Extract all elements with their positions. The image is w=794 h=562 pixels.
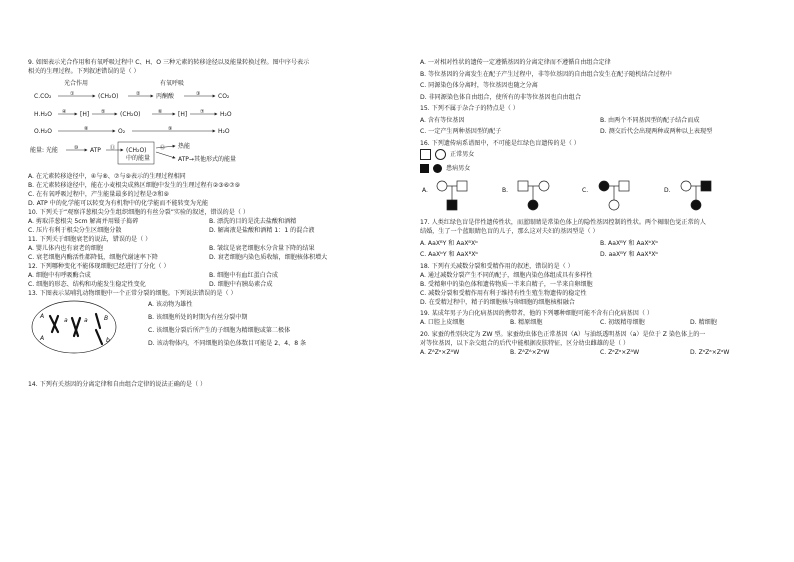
q11-option-b: B. 皱纹是衰老细胞水分含量下降的结果 (209, 245, 315, 252)
chromosome-5 (96, 314, 100, 328)
q12-option-d: D. 细胞中有胰岛素合成 (209, 281, 273, 288)
q14-option-a: A. 一对相对性状的遗传一定遵循基因的分离定律而不遵循自由组合定律 (420, 59, 611, 66)
q15-options-row1 (420, 116, 780, 125)
ped-c-child (609, 200, 619, 210)
q19-option-b: B. 精原细胞 (510, 319, 543, 326)
ped-b-father (518, 181, 528, 191)
q15-option-b: B. 由两个不同基因型的配子结合而成 (600, 116, 700, 124)
q13-option-d: D. 该动物体内，不同细胞的染色体数目可能是 2、4、8 条 (148, 340, 307, 347)
q13-block (28, 298, 390, 356)
question-18-stem: 18. 下列有关减数分裂和受精作用的叙述，错误的是（ ） (420, 262, 574, 270)
ped-a-mother (437, 181, 447, 191)
q14-option-d: D. 非同源染色体自由组合，使所有的非等位基因也自由组合 (420, 93, 581, 101)
q10-option-d: D. 解离液是盐酸和酒精 1：1 的混合液 (209, 227, 315, 234)
metabolism-diagram-svg (28, 76, 328, 172)
step-11: ⑪ (110, 145, 116, 151)
q13-option-b: B. 该细胞所处的时期为有丝分裂中期 (148, 314, 248, 321)
row4-start: 能量: 光能 (30, 147, 58, 154)
question-16-stem: 16. 下列遗传病系谱图中，不可能是红绿色盲遗传的是（ ） (420, 139, 580, 147)
q11-option-d: D. 衰老细胞内染色质收缩，细胞核体积增大 (209, 254, 328, 261)
q20-option-c: C. ZᵃZᵃ×ZᴬW (600, 348, 640, 356)
ped-d-child (691, 200, 701, 210)
q13-option-c: C. 该细胞分裂后所产生的子细胞为精细胞或第二极体 (148, 327, 291, 334)
q15-option-a: A. 含有等位基因 (420, 116, 465, 124)
row3-o2: O₂ (118, 128, 126, 135)
label-aerobic-respiration: 有氧呼吸 (160, 80, 185, 87)
label-photosynthesis: 光合作用 (64, 80, 89, 87)
arrow-12 (156, 146, 175, 148)
q11-options-row1 (28, 244, 390, 253)
q17-options-row2 (420, 250, 780, 259)
pedigree-label-b: B. (502, 186, 509, 194)
metabolism-diagram (28, 76, 390, 172)
q12-options-row1 (28, 271, 390, 280)
q17-option-c: C. AaXᵇY 和 AaXᴮXᵇ (420, 251, 479, 258)
affected-male-symbol (420, 164, 429, 173)
ped-d-father (701, 181, 711, 191)
step-12: ⑫ (160, 145, 166, 151)
pedigree-label-d: D. (664, 186, 671, 194)
q15-options-row2 (420, 127, 780, 136)
row3-h2o: H₂O (218, 128, 230, 135)
step-3: ③ (196, 91, 201, 97)
q9-option-a: A. 在元素转移途径中，④与⑧、⑦与⑨表示的生理过程相同 (28, 173, 186, 180)
q11-options-row2 (28, 253, 390, 262)
question-15-stem: 15. 下列不属于杂合子的特点是（ ） (420, 105, 519, 112)
q17-options-row1 (420, 239, 780, 248)
q17-option-a: A. AaXᴮY 和 AaXᴮXᵇ (420, 239, 478, 247)
q10-option-a: A. 剪取洋葱根尖 5cm 解离并用镊子捣碎 (28, 218, 139, 225)
allele-A1: A (40, 313, 45, 320)
legend-affected-label: 患病男女 (446, 165, 471, 172)
question-13-stem: 13. 下图表示某哺乳动物细胞中一个正常分裂的细胞。下列说法错误的是（ ） (28, 290, 237, 297)
left-column (28, 58, 390, 389)
q14-option-b: B. 等位基因的分离发生在配子产生过程中，非等位基因的自由组合发生在配子随机结合过程中 (420, 70, 672, 78)
allele-a1: a (64, 317, 68, 324)
q15-option-c: C. 一定产生两种基因型的配子 (420, 128, 502, 135)
row4-heat: 热能 (178, 143, 191, 150)
q19-option-c: C. 初级精母细胞 (600, 319, 645, 326)
ped-c-father (619, 181, 629, 191)
question-11-stem: 11. 下列关于细胞衰老的说法，错误的是（ ） (28, 236, 152, 243)
q10-option-b: B. 漂洗的目的是洗去盐酸和酒精 (209, 218, 297, 225)
step-8: ⑧ (84, 126, 89, 132)
row4-atp: ATP (90, 147, 101, 154)
q12-option-a: A. 细胞中有呼吸酶合成 (28, 272, 91, 279)
q15-option-d: D. 测交后代会出现两种或两种以上表现型 (600, 128, 713, 135)
allele-b: b (106, 337, 110, 344)
row2-start: H.H₂O (34, 111, 52, 118)
allele-B: B (104, 315, 109, 322)
question-17-stem-cont: 结婚，生了一个蓝眼睛色盲的儿子，那么这对夫妇的基因型是（ ） (420, 228, 599, 235)
question-17-stem: 17. 人类红绿色盲是伴性遗传性状，而蓝眼睛是常染色体上的隐性基因控制的性状。两个褐眼色觉正常的人 (420, 219, 706, 226)
question-14-stem: 14. 下列有关基因的分离定律和自由组合定律的说法正确的是（ ） (28, 381, 207, 388)
row3-start: O.H₂O (34, 128, 53, 135)
q19-options (420, 318, 780, 327)
q20-options (420, 348, 780, 357)
row2-h2o: H₂O (220, 111, 232, 118)
row2-h1: [H] (80, 111, 90, 118)
q10-options-row2 (28, 226, 390, 235)
arrow-atp (156, 152, 175, 158)
q18-option-c: C. 减数分裂和受精作用有利于维持有性生殖生物遗传的稳定性 (420, 289, 587, 297)
pedigree-label-c: C. (582, 186, 589, 194)
row1-ch2o: (CH₂O) (98, 93, 119, 100)
question-20-stem-cont: 对等位基因，以下杂交组合的后代中能根据皮肤特征，区分幼虫雌雄的是（ ） (420, 339, 630, 347)
question-9-stem-cont: 相关的生理过程。下列叙述错误的是（ ） (28, 68, 140, 75)
affected-female-symbol (433, 164, 442, 173)
q18-option-d: D. 在受精过程中，精子的细胞核与卵细胞的细胞核相融合 (420, 298, 575, 306)
legend-normal-label: 正常男女 (450, 151, 475, 158)
q13-option-a: A. 该动物为雄性 (148, 301, 193, 308)
ped-c-mother (599, 181, 609, 191)
step-10: ⑩ (74, 145, 79, 151)
pedigree-label-a: A. (422, 186, 428, 194)
q10-options-row1 (28, 217, 390, 226)
question-19-stem: 19. 某成年男子为白化病基因的携带者，他的下列哪种细胞可能不含有白化病基因（ ） (420, 310, 653, 317)
question-9-stem: 9. 如图表示光合作用和有氧呼吸过程中 C、H、O 三种元素的转移途径以及能量转换过程。图中序号表示 (28, 59, 310, 66)
step-6: ⑥ (158, 109, 163, 115)
step-2: ② (136, 91, 141, 97)
ped-a-father (457, 181, 467, 191)
pedigree-options (420, 176, 780, 216)
q14-option-c: C. 同源染色体分离时，等位基因也随之分离 (420, 82, 538, 89)
question-20-stem: 20. 家蚕的性别决定为 ZW 型。家蚕幼虫体色正常基因（A）与油纸透明基因（a）是位于 Z 染色体上的一 (420, 330, 706, 338)
q12-option-c: C. 细胞的形态、结构和功能发生稳定性变化 (28, 281, 146, 288)
q11-option-c: C. 衰老细胞内酶活性都降低，细胞代谢速率下降 (28, 254, 159, 261)
q20-option-a: A. ZᴬZᵃ×ZᴬW (420, 348, 460, 356)
pedigree-legend-normal (420, 148, 780, 162)
q18-option-b: B. 受精卵中的染色体和遗传物质一半来自精子，一半来自卵细胞 (420, 280, 593, 288)
step-1: ① (70, 91, 75, 97)
q9-option-b: B. 在元素转移途径中，能在小麦根尖成熟区细胞中发生的生理过程有②③⑥⑦⑨ (28, 182, 241, 189)
q10-option-c: C. 压片有利于根尖分生区细胞分散 (28, 227, 122, 234)
q17-option-d: D. aaXᴮY 和 AaXᴮXᵇ (600, 251, 659, 258)
row2-ch2o: (CH₂O) (120, 111, 141, 118)
step-5: ⑤ (101, 109, 106, 115)
step-9: ⑨ (168, 126, 173, 132)
q18-option-a: A. 通过减数分裂产生不同的配子，细胞内染色体组成具有多样性 (420, 271, 593, 279)
row2-h2: [H] (178, 111, 188, 118)
allele-A2: A (40, 335, 45, 342)
pedigree-svg (420, 176, 780, 216)
question-12-stem: 12. 下列哪种变化不能体现细胞已经进行了分化（ ） (28, 263, 170, 270)
step-4: ④ (62, 109, 67, 115)
q12-option-b: B. 细胞中有血红蛋白合成 (209, 272, 278, 279)
row4-energy-in: 中的能量 (126, 155, 151, 162)
ped-a-child (447, 200, 457, 210)
q9-option-d: D. ATP 中的化学能可以转变为有机物中的化学能而不能转变为光能 (28, 200, 209, 207)
row1-pyruvate: 丙酮酸 (156, 93, 175, 100)
row4-ch2o: (CH₂O) (126, 147, 147, 154)
chromosome-6 (96, 330, 102, 344)
pedigree-legend-affected (420, 162, 780, 176)
q19-option-a: A. 口腔上皮细胞 (420, 319, 465, 326)
right-column (420, 58, 780, 357)
normal-female-symbol (435, 149, 446, 160)
allele-a2: a (84, 317, 88, 324)
q17-option-b: B. AaXᴮY 和 AaXᵇXᵇ (600, 239, 658, 247)
q11-option-a: A. 婴儿体内也有衰老的细胞 (28, 245, 103, 252)
q20-option-b: B. ZᴬZᴬ×ZᵃW (510, 348, 550, 356)
normal-male-symbol (420, 149, 431, 160)
question-10-stem: 10. 下列关于“观察洋葱根尖分生组织细胞的有丝分裂”实验的叙述，错误的是（ ） (28, 209, 249, 216)
row1-start: C.CO₂ (34, 93, 52, 100)
ped-b-mother (539, 181, 549, 191)
q20-option-d: D. ZᵃZᵃ×ZᵃW (690, 348, 730, 356)
dividing-cell-figure (28, 298, 124, 356)
ped-d-mother (681, 181, 691, 191)
q9-option-c: C. 在有氧呼吸过程中，产生能量最多的过程是⑦和⑨ (28, 191, 169, 198)
row1-co2: CO₂ (218, 93, 230, 100)
row5-atp-other: ATP→其他形式的能量 (178, 156, 236, 163)
q12-options-row2 (28, 280, 390, 289)
q19-option-d: D. 精细胞 (690, 319, 717, 326)
ped-b-child (528, 200, 538, 210)
step-7: ⑦ (200, 109, 205, 115)
